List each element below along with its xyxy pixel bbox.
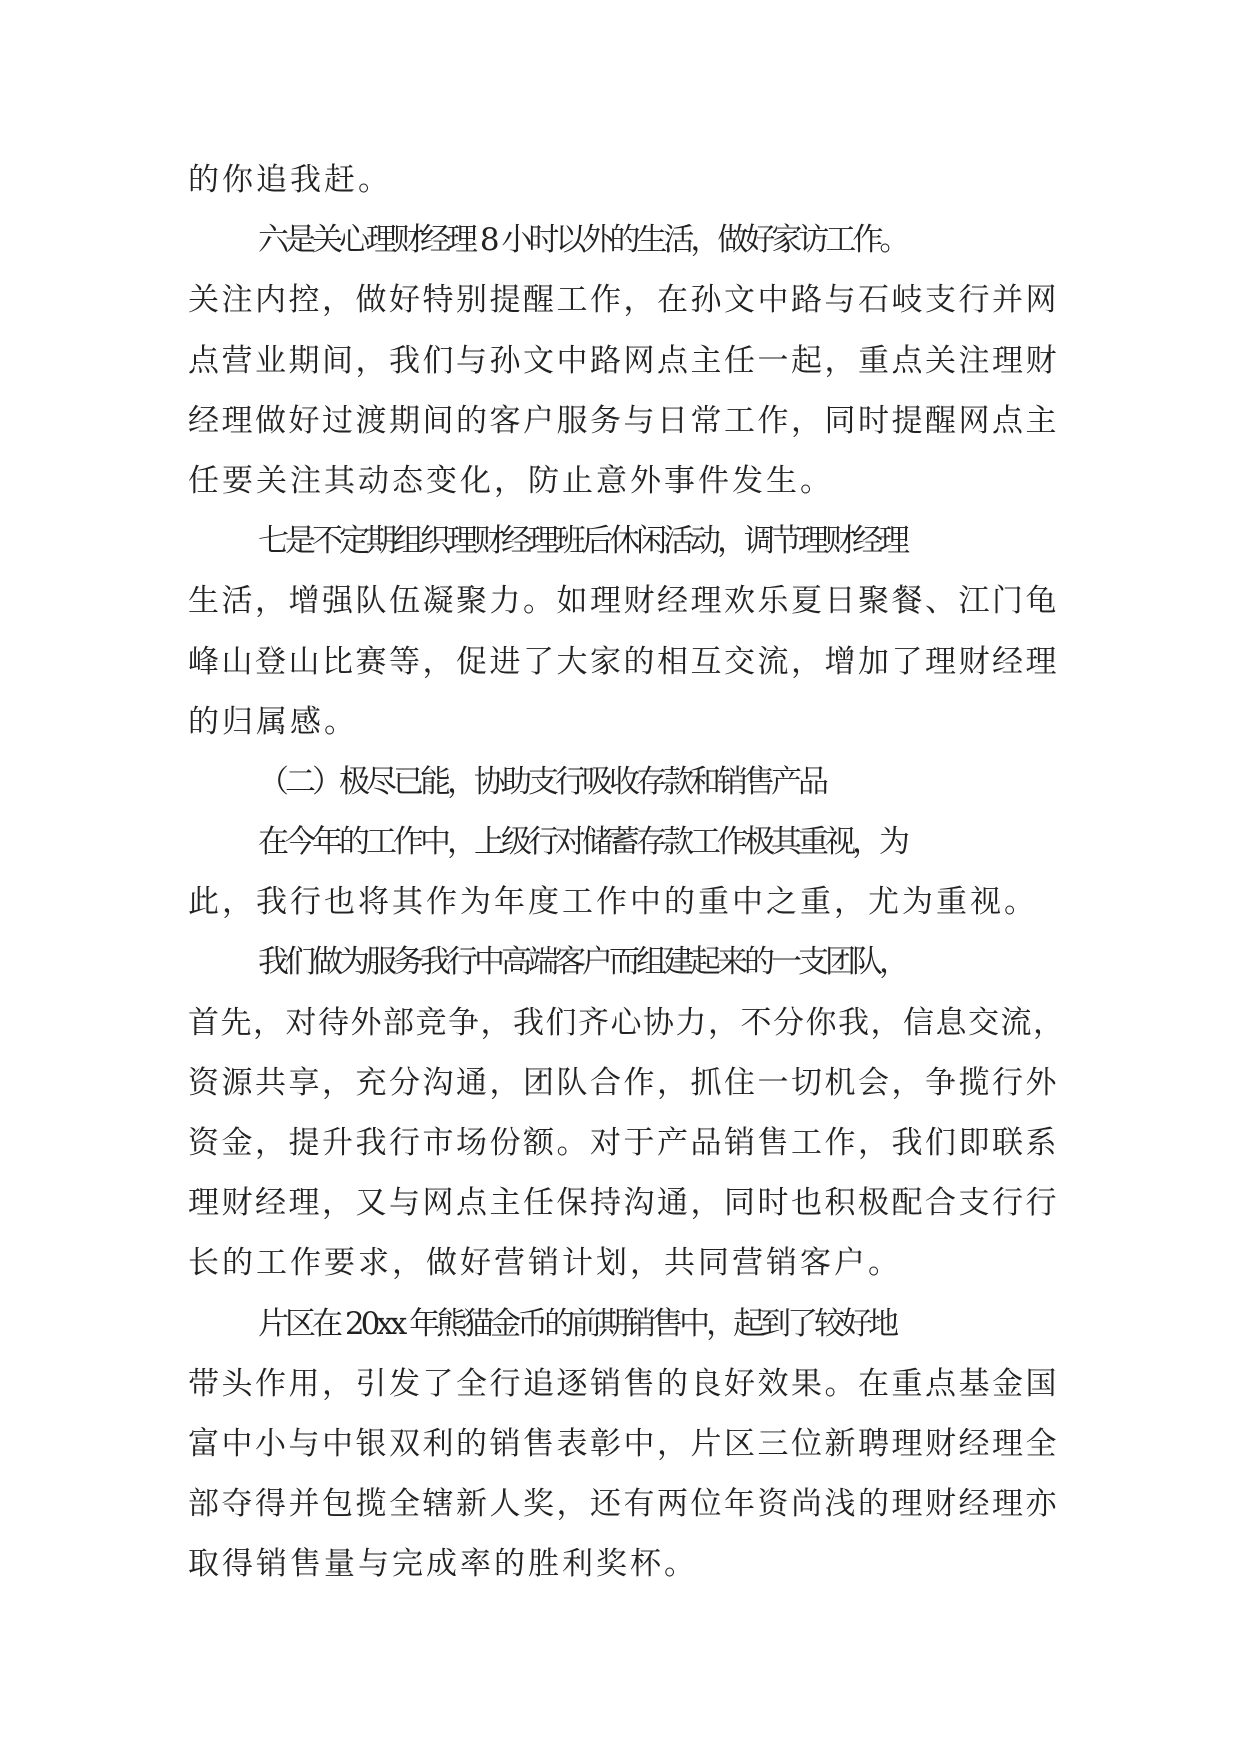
text-line: 资金，提升我行市场份额。对于产品销售工作，我们即联系 xyxy=(188,1125,1059,1161)
text-line: 此，我行也将其作为年度工作中的重中之重，尤为重视。 xyxy=(188,884,1038,921)
text-line: 片区在 20xx 年熊猫金币的前期销售中，起到了较好地 xyxy=(258,1305,896,1342)
text-line: 理财经理，又与网点主任保持沟通，同时也积极配合支行行 xyxy=(188,1185,1059,1222)
text-line: 取得销售量与完成率的胜利奖杯。 xyxy=(188,1546,698,1583)
text-line: 峰山登山比赛等，促进了大家的相互交流，增加了理财经理 xyxy=(188,643,1059,680)
text-line: 点营业期间，我们与孙文中路网点主任一起，重点关注理财 xyxy=(188,342,1059,379)
text-line: 关注内控，做好特别提醒工作，在孙文中路与石岐支行并网 xyxy=(188,282,1059,319)
text-line: 部夺得并包揽全辖新人奖，还有两位年资尚浅的理财经理亦 xyxy=(188,1486,1059,1523)
text-line: 六是关心理财经理 8 小时以外的生活，做好家访工作。 xyxy=(258,222,907,259)
text-line: 首先，对待外部竞争，我们齐心协力，不分你我，信息交流， xyxy=(188,1004,1066,1041)
text-line: 的你追我赶。 xyxy=(188,162,392,198)
text-line: 七是不定期组织理财经理班后休闲活动，调节理财经理 xyxy=(258,523,906,560)
text-line: 生活，增强队伍凝聚力。如理财经理欢乐夏日聚餐、江门龟 xyxy=(188,583,1059,620)
document-body xyxy=(188,150,1068,1595)
text-line: 在今年的工作中，上级行对储蓄存款工作极其重视，为 xyxy=(258,824,906,861)
text-line: 资源共享，充分沟通，团队合作，抓住一切机会，争揽行外 xyxy=(188,1064,1059,1101)
section-heading: （二）极尽已能，协助支行吸收存款和销售产品 xyxy=(258,763,825,800)
text-line: 经理做好过渡期间的客户服务与日常工作，同时提醒网点主 xyxy=(188,402,1059,439)
text-line: 长的工作要求，做好营销计划，共同营销客户。 xyxy=(188,1245,902,1282)
text-line: 带头作用，引发了全行追逐销售的良好效果。在重点基金国 xyxy=(188,1365,1059,1402)
text-line: 我们做为服务我行中高端客户而组建起来的一支团队， xyxy=(258,944,906,981)
text-line: 任要关注其动态变化，防止意外事件发生。 xyxy=(188,462,834,499)
text-line: 富中小与中银双利的销售表彰中，片区三位新聘理财经理全 xyxy=(188,1425,1059,1462)
text-line: 的归属感。 xyxy=(188,703,358,740)
